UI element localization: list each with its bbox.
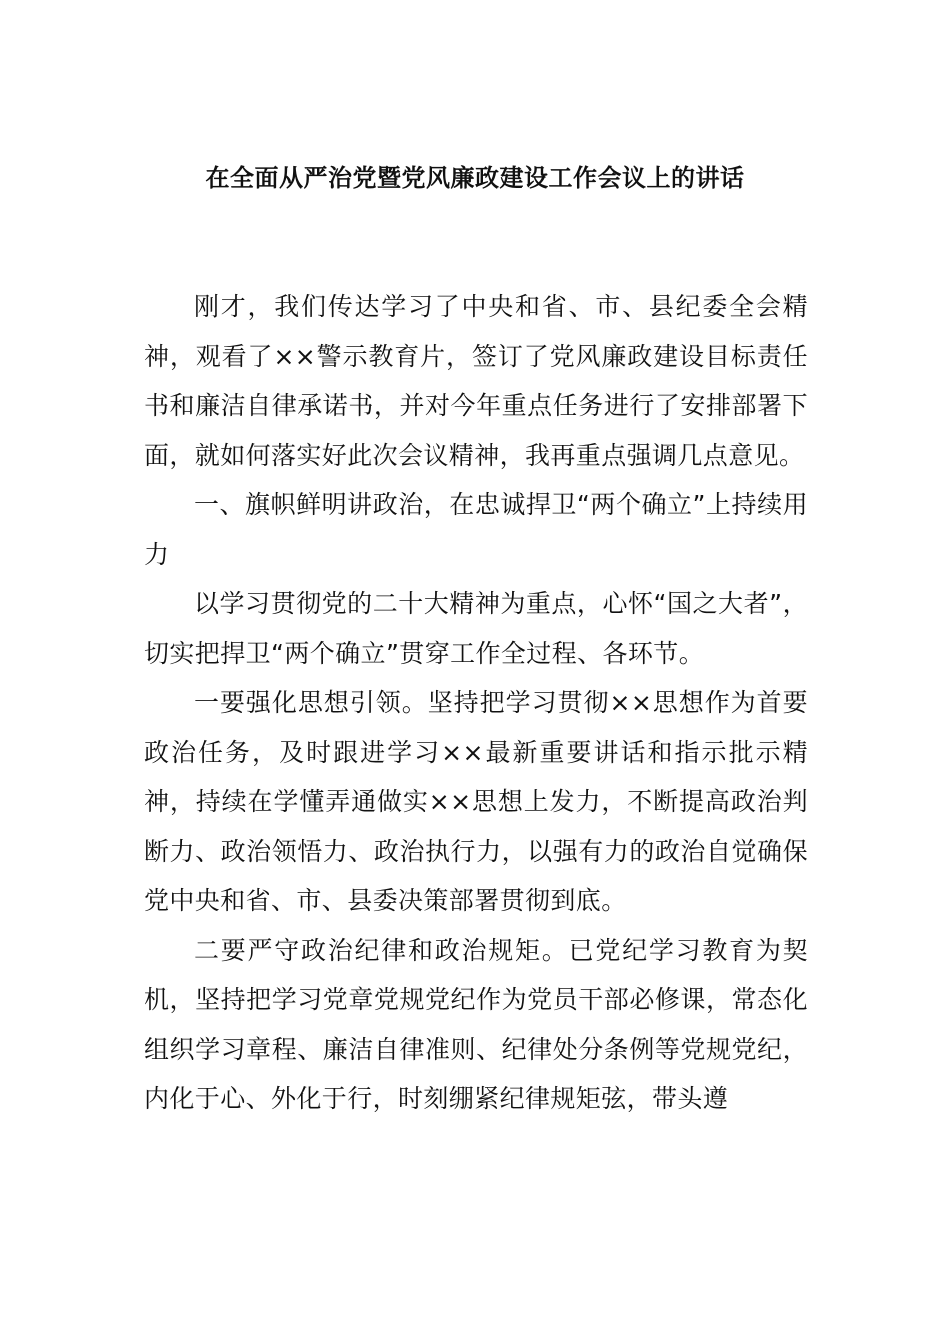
paragraph-point-1: 一要强化思想引领。坚持把学习贯彻××思想作为首要政治任务，及时跟进学习××最新重要讲话和指示批示精神，持续在学懂弄通做实××思想上发力，不断提高政治判断力、政治领悟力、政治执行力，以强有力的政治自觉确保党中央和省、市、县委决策部署贯彻到底。 <box>144 688 808 915</box>
paragraph-intro: 刚才，我们传达学习了中央和省、市、县纪委全会精神，观看了××警示教育片，签订了党风廉政建设目标责任书和廉洁自律承诺书，并对今年重点任务进行了安排部署下面，就如何落实好此次会议精神，我再重点强调几点意见。 <box>144 292 808 470</box>
paragraph-section-1-summary: 以学习贯彻党的二十大精神为重点，心怀“国之大者”，切实把捍卫“两个确立”贯穿工作全过程、各环节。 <box>144 589 808 668</box>
section-heading-1: 一、旗帜鲜明讲政治，在忠诚捍卫“两个确立”上持续用力 <box>144 490 808 569</box>
paragraph-point-2: 二要严守政治纪律和政治规矩。已党纪学习教育为契机，坚持把学习党章党规党纪作为党员干部必修课，常态化组织学习章程、廉洁自律准则、纪律处分条例等党规党纪，内化于心、外化于行，时刻绷紧纪律规矩弦，带头遵 <box>144 935 808 1113</box>
document-body <box>144 282 808 1124</box>
document-title: 在全面从严治党暨党风廉政建设工作会议上的讲话 <box>205 164 745 192</box>
